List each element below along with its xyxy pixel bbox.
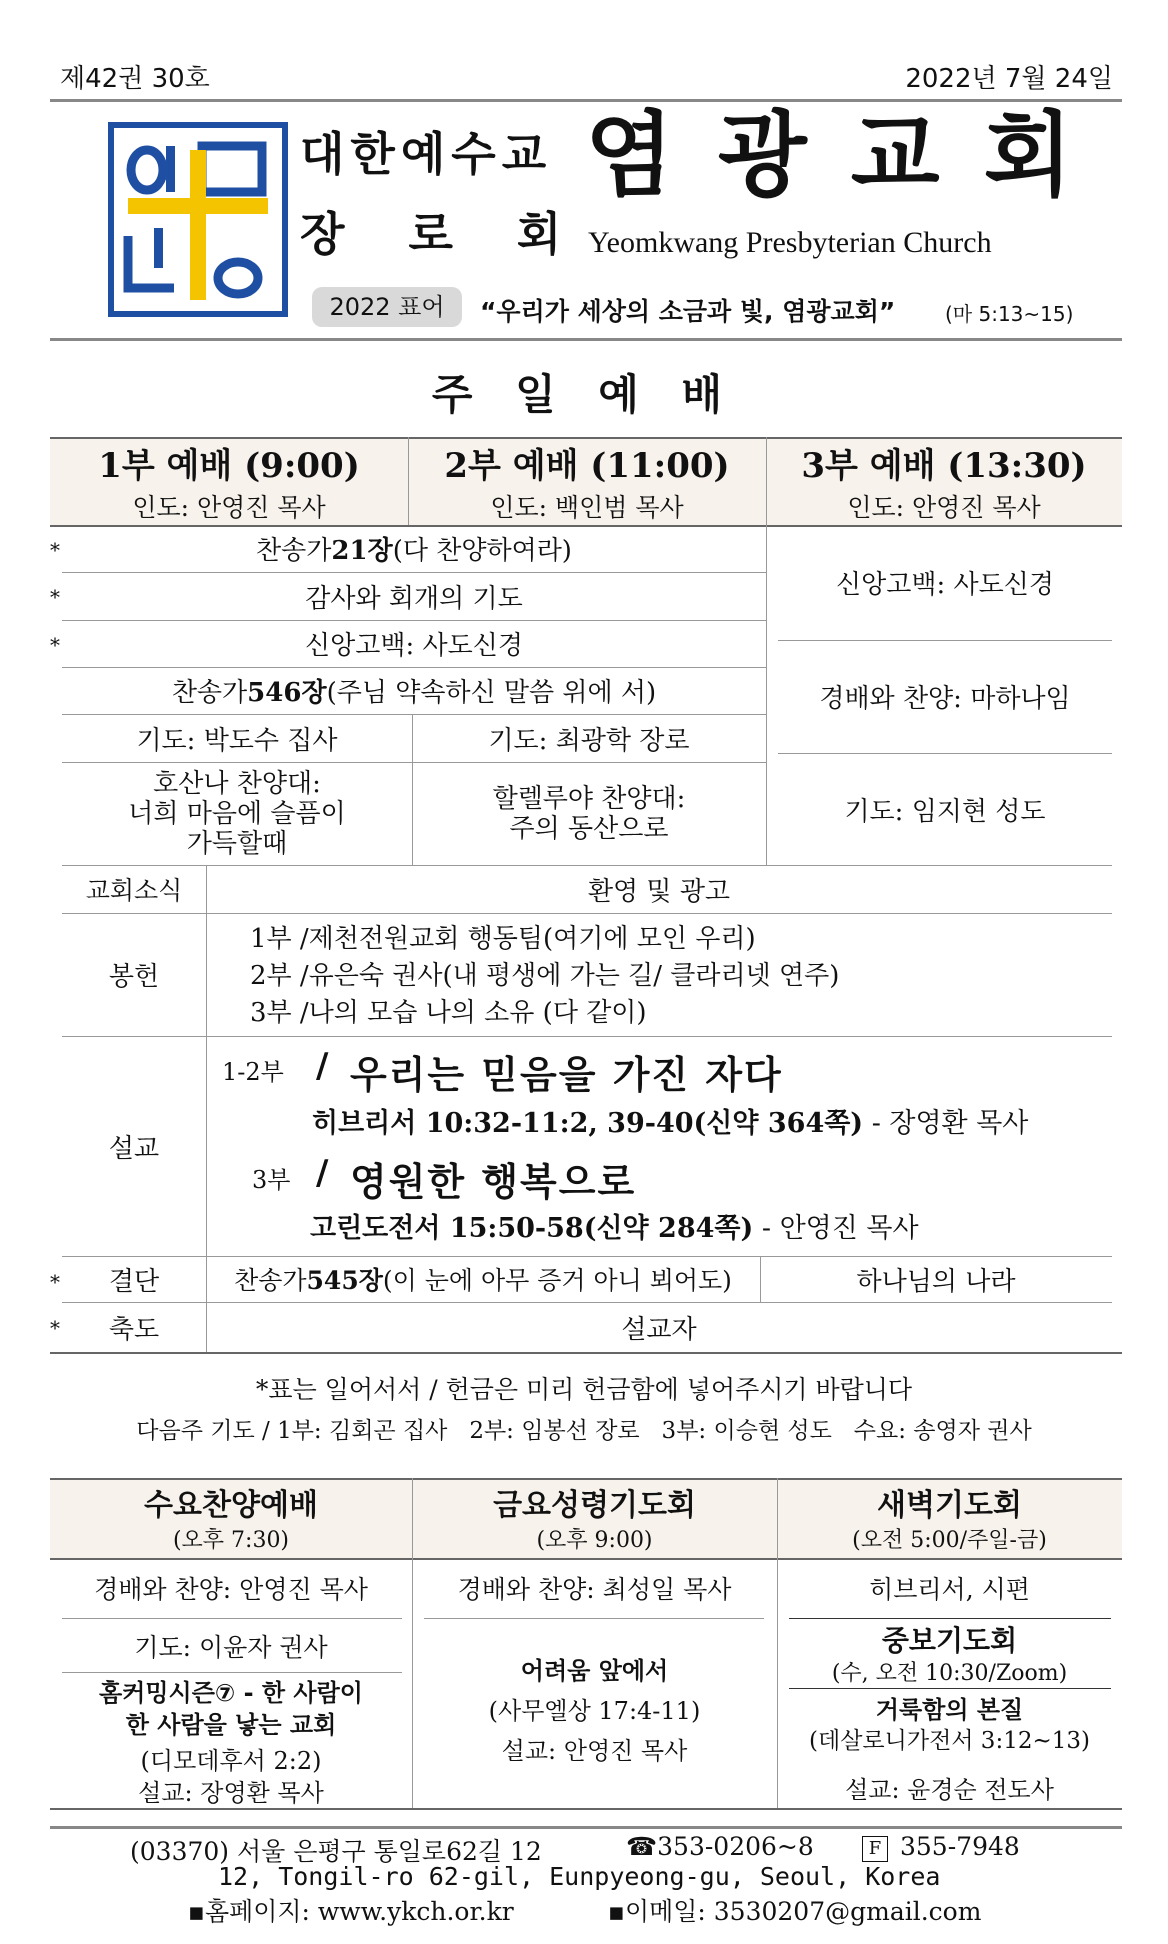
service-2-title: 2부 예배 (11:00) xyxy=(444,445,730,486)
offering-line: 1부 /제천전원교회 행동팀(여기에 모인 우리) xyxy=(250,924,756,954)
logo-mark xyxy=(114,128,282,311)
decision-label: 결단 xyxy=(108,1266,160,1297)
dawn-sermon-scripture: (데살로니가전서 3:12~13) xyxy=(809,1727,1090,1754)
offering-list xyxy=(250,921,839,1032)
service-3-leader: 인도: 안영진 목사 xyxy=(847,493,1041,522)
decision-service-3: 하나님의 나라 xyxy=(856,1266,1016,1297)
wednesday-praise: 경배와 찬양: 안영진 목사 xyxy=(94,1575,368,1604)
section-title: 주 일 예 배 xyxy=(431,370,737,419)
footer-address: (03370) 서울 은평구 통일로62길 12 xyxy=(130,1837,542,1866)
friday-praise: 경배와 찬양: 최성일 목사 xyxy=(457,1575,732,1604)
dawn-title: 새벽기도회 xyxy=(877,1488,1022,1523)
friday-title: 금요성령기도회 xyxy=(493,1488,696,1523)
sermon-2-part: 3부 xyxy=(252,1166,291,1194)
sermon-2-slash: / xyxy=(316,1153,329,1193)
dawn-sermon-title: 거룩함의 본질 xyxy=(875,1695,1024,1724)
offering-line: 2부 /유은숙 권사(내 평생에 가는 길/ 클라리넷 연주) xyxy=(250,961,840,991)
volume-number: 제42권 30호 xyxy=(60,64,210,94)
wednesday-prayer: 기도: 이윤자 권사 xyxy=(134,1633,328,1662)
sermon-1-scripture: 히브리서 10:32-11:2, 39-40(신약 364쪽) - 장영환 목사 xyxy=(312,1108,1029,1139)
creed: 신앙고백: 사도신경 xyxy=(305,631,523,661)
church-logo xyxy=(108,122,288,317)
news-text: 환영 및 광고 xyxy=(587,876,731,907)
friday-time: (오후 9:00) xyxy=(536,1527,653,1553)
motto-text: “우리가 세상의 소금과 빛, 염광교회” xyxy=(480,297,896,326)
denomination-line1: 대한예수교 xyxy=(300,127,553,181)
service-3-creed: 신앙고백: 사도신경 xyxy=(836,570,1054,600)
motto-label: 2022 표어 xyxy=(312,287,462,327)
standing-note: *표는 일어서서 / 헌금은 미리 헌금함에 넣어주시기 바랍니다 xyxy=(255,1375,913,1404)
footer-fax: 355-7948 xyxy=(900,1832,1020,1861)
footer-homepage[interactable]: ▪홈페이지: www.ykch.or.kr xyxy=(188,1897,514,1926)
prayer-service-2: 기도: 최광학 장로 xyxy=(488,725,690,756)
standing-mark: * xyxy=(50,585,60,609)
sermon-label: 설교 xyxy=(108,1133,160,1164)
footer-phone: ☎353-0206~8 xyxy=(626,1832,814,1861)
footer-email[interactable]: ▪이메일: 3530207@gmail.com xyxy=(608,1897,982,1926)
offering-label: 봉헌 xyxy=(108,962,160,992)
sermon-1-slash: / xyxy=(316,1046,329,1086)
prayer-service-1: 기도: 박도수 집사 xyxy=(136,725,338,756)
sermon-1-title: 우리는 믿음을 가진 자다 xyxy=(350,1053,783,1097)
decision-hymn: 찬송가 545장 (이 눈에 아무 증거 아니 뵈어도) xyxy=(234,1266,732,1295)
standing-mark: * xyxy=(50,1316,60,1340)
motto-reference: (마 5:13~15) xyxy=(945,302,1074,326)
dawn-scripture: 히브리서, 시편 xyxy=(869,1575,1030,1604)
friday-scripture: (사무엘상 17:4-11) xyxy=(488,1696,701,1725)
sermon-2-scripture: 고린도전서 15:50-58(신약 284쪽) - 안영진 목사 xyxy=(310,1213,919,1244)
choir-hosanna: 호산나 찬양대: 너희 마음에 슬픔이 가득할때 xyxy=(128,768,346,859)
hymn-second: 찬송가 546장 (주님 약속하신 말씀 위에 서) xyxy=(171,678,657,708)
friday-sermon-title: 어려움 앞에서 xyxy=(520,1656,669,1685)
standing-mark: * xyxy=(50,633,60,657)
footer-rule xyxy=(50,1826,1122,1829)
choir-hallelujah: 할렐루야 찬양대: 주의 동산으로 xyxy=(492,783,686,844)
service-3-praise: 경배와 찬양: 마하나임 xyxy=(819,684,1071,714)
dawn-time: (오전 5:00/주일-금) xyxy=(852,1527,1047,1553)
friday-preacher: 설교: 안영진 목사 xyxy=(501,1736,688,1765)
offering-line: 3부 /나의 모습 나의 소유 (다 같이) xyxy=(250,998,647,1028)
sermon-1-part: 1-2부 xyxy=(222,1058,284,1086)
intercession-title: 중보기도회 xyxy=(881,1624,1018,1657)
footer-address-english: 12, Tongil-ro 62-gil, Eunpyeong-gu, Seoul, Korea xyxy=(218,1862,941,1891)
benediction-text: 설교자 xyxy=(621,1314,697,1345)
service-1-leader: 인도: 안영진 목사 xyxy=(132,493,326,522)
service-2-leader: 인도: 백인범 목사 xyxy=(490,493,684,522)
standing-mark: * xyxy=(50,1270,60,1294)
news-label: 교회소식 xyxy=(85,876,183,905)
service-3-title: 3부 예배 (13:30) xyxy=(801,445,1087,486)
prayer-confession: 감사와 회개의 기도 xyxy=(305,583,523,614)
fax-icon: F xyxy=(862,1836,888,1862)
wednesday-preacher: 설교: 장영환 목사 xyxy=(138,1778,324,1807)
dawn-preacher: 설교: 윤경순 전도사 xyxy=(845,1775,1054,1804)
denomination-line2: 장 로 회 xyxy=(300,207,586,261)
benediction-label: 축도 xyxy=(108,1314,160,1345)
church-name-english: Yeomkwang Presbyterian Church xyxy=(588,226,992,259)
wednesday-title: 수요찬양예배 xyxy=(144,1488,318,1523)
next-week-prayers: 다음주 기도 / 1부: 김회곤 집사 2부: 임봉선 장로 3부: 이승현 성도 수요: 송영자 권사 xyxy=(136,1418,1032,1444)
hymn-opening: 찬송가 21장 (다 찬양하여라) xyxy=(256,536,572,566)
service-3-prayer: 기도: 임지현 성도 xyxy=(844,796,1046,827)
wednesday-sermon-title: 홈커밍시즌⑦ - 한 사람이 한 사람을 낳는 교회 xyxy=(98,1679,363,1739)
issue-date: 2022년 7월 24일 xyxy=(905,64,1113,94)
standing-mark: * xyxy=(50,538,60,562)
header-bottom-rule xyxy=(50,338,1122,341)
church-name: 염 광 교 회 xyxy=(585,102,1079,209)
sermon-2-title: 영원한 행복으로 xyxy=(350,1160,637,1204)
wednesday-scripture: (디모데후서 2:2) xyxy=(140,1746,322,1775)
service-1-title: 1부 예배 (9:00) xyxy=(98,445,360,486)
intercession-time: (수, 오전 10:30/Zoom) xyxy=(831,1660,1068,1686)
wednesday-time: (오후 7:30) xyxy=(172,1527,290,1553)
